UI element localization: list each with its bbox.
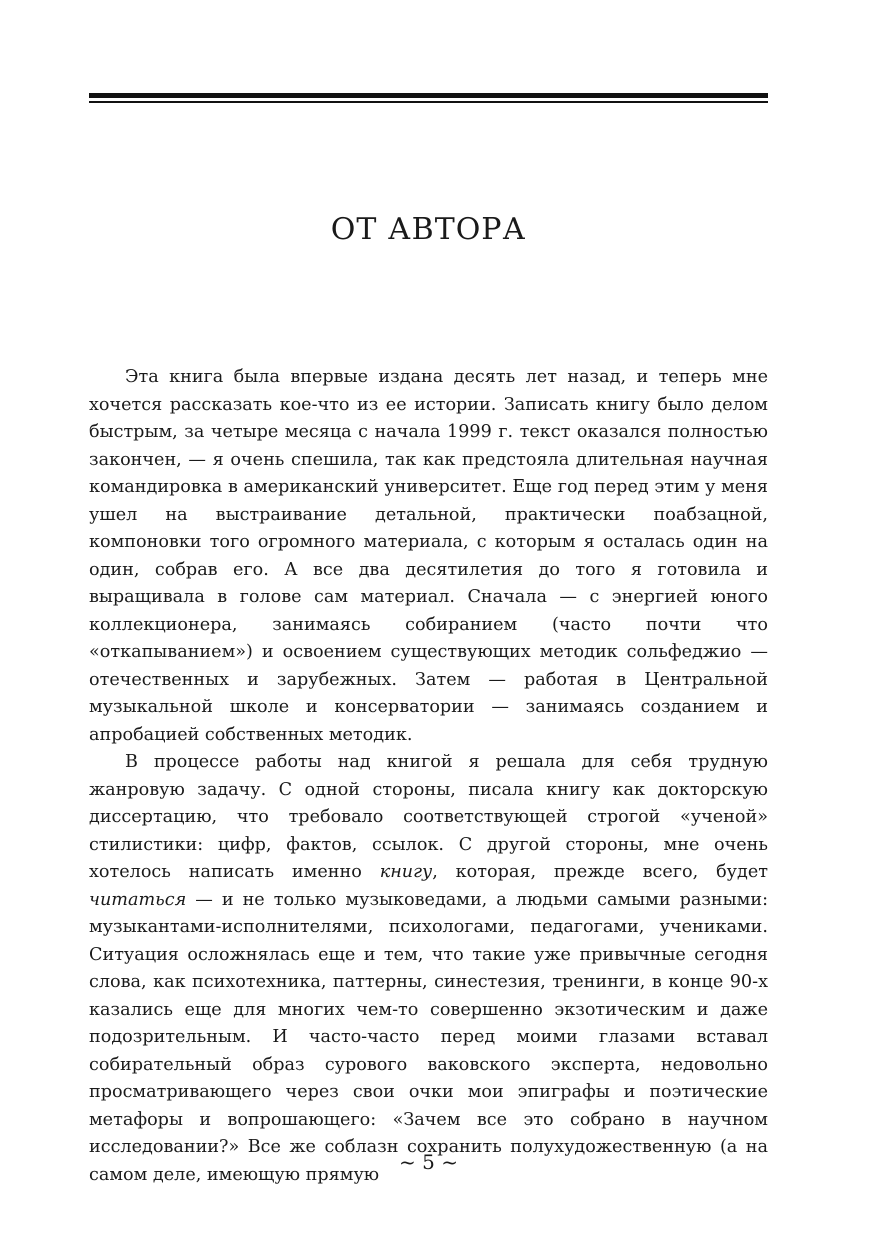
chapter-title: ОТ АВТОРА bbox=[330, 212, 527, 247]
top-rule-thin bbox=[89, 101, 768, 103]
emphasis-read: читаться bbox=[89, 889, 187, 910]
paragraph-1: Эта книга была впервые издана десять лет назад, и теперь мне хочется рассказать кое-что из ее истории. Записать книгу было делом быстрым, за четыре месяца с начала 1999 г. текст оказался полностью закончен, — я очень спешила, так как предстояла длительная научная командировка в американский университет. Еще год перед этим у меня ушел на выстраивание детальной, практически поабзацной, компоновки того огромного материала, с которым я осталась один на один, собрав его. А все два десятилетия до того я готовила и выращивала в голове сам материал. Сначала — с энергией юного коллекционера, занимаясь собиранием (часто почти что «откапыванием») и освоением существующих методик сольфеджио — отечественных и зарубежных. Затем — работая в Центральной музыкальной школе и консерватории — занимаясь созданием и апробацией собственных методик. bbox=[89, 367, 768, 745]
emphasis-book: книгу bbox=[379, 862, 433, 882]
body-text bbox=[89, 364, 768, 1189]
paragraph-2 bbox=[89, 749, 768, 1189]
top-rule-thick bbox=[89, 93, 768, 98]
paragraph-2-part-2: , которая, прежде всего, будет bbox=[432, 862, 768, 882]
page-number: ~ 5 ~ bbox=[399, 1150, 458, 1174]
paragraph-2-part-1: В процессе работы над книгой я решала для себя трудную жанровую задачу. С одной стороны, писала книгу как докторскую диссертацию, что требовало соответствующей строгой «ученой» стилистики: цифр, фактов, ссылок. С другой стороны, мне очень хотелось написать именно bbox=[89, 752, 768, 882]
paragraph-2-part-3: — и не только музыковедами, а людьми самыми разными: музыкантами-исполнителями, психологами, педагогами, учениками. Ситуация осложнялась еще и тем, что такие уже привычные сегодня слова, как психотехника, паттерны, синестезия, тренинги, в конце 90-х казались еще для многих чем-то совершенно экзотическим и даже подозрительным. И часто-часто перед моими глазами вставал собирательный образ сурового ваковского эксперта, недовольно просматривающего через свои очки мои эпиграфы и поэтические метафоры и вопрошающего: «Зачем все это собрано в научном исследовании?» Все же соблазн сохранить полухудожественную (а на самом деле, имеющую прямую bbox=[89, 889, 768, 1185]
